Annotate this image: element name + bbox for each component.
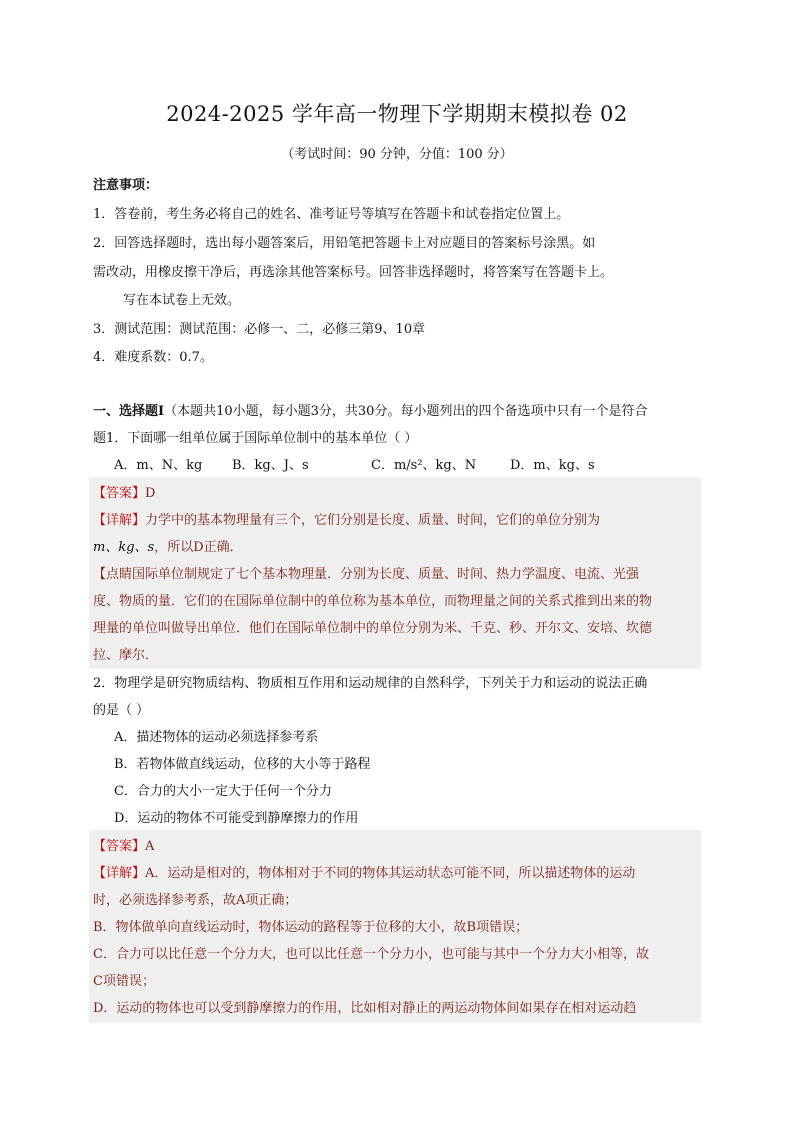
note-3: 3．测试范围：测试范围：必修一、二，必修三第9、10章: [93, 322, 426, 337]
detail-tag: 【详解】: [93, 513, 146, 528]
q2-detail-b: 时，必须选择参考系，故A项正确；: [93, 893, 298, 908]
q1-option-b: B．kg、J、s: [232, 458, 309, 473]
note-2c: 写在本试卷上无效。: [123, 293, 241, 308]
exam-info: （考试时间：90 分钟，分值：100 分）: [281, 147, 513, 162]
note-2b: 需改动，用橡皮擦干净后，再选涂其他答案标号。回答非选择题时，将答案写在答题卡上。: [93, 265, 614, 280]
q2-detail: [93, 862, 635, 881]
section-title: 一、选择题Ⅰ: [93, 404, 165, 419]
answer-value: D: [145, 486, 156, 501]
detail-text: A．运动是相对的，物体相对于不同的物体其运动状态可能不同，所以描述物体的运动: [145, 866, 636, 881]
q2-option-b: B．若物体做直线运动，位移的大小等于路程: [114, 757, 371, 772]
notes-heading: 注意事项：: [93, 178, 159, 193]
detail-conclusion: ，所以D正确．: [154, 540, 243, 555]
q1-point-a: 【点睛国际单位制规定了七个基本物理量．分别为长度、质量、时间、热力学温度、电流、光强: [93, 567, 640, 582]
q1-option-a: A．m、N、kg: [114, 458, 203, 473]
q2-detail-c: B．物体做单向直线运动时，物体运动的路程等于位移的大小，故B项错误；: [93, 920, 529, 935]
q1-point-b: 度、物质的量．它们的在国际单位制中的单位称为基本单位，而物理量之间的关系式推到出来的物: [93, 594, 653, 609]
q1-point-c: 理量的单位叫做导出单位．他们在国际单位制中的单位分别为米、千克、秒、开尔文、安培、坎德: [93, 621, 653, 636]
units-text: m、kg、s: [93, 540, 155, 555]
q2-detail-f: D．运动的物体也可以受到静摩擦力的作用，比如相对静止的两运动物体间如果存在相对运动趋: [93, 1001, 637, 1016]
detail-tag: 【详解】: [93, 866, 146, 881]
q1-detail-units: [93, 536, 243, 555]
q1-detail: [93, 509, 600, 528]
answer-tag: 【答案】: [93, 839, 146, 854]
question-1: 题1．下面哪一组单位属于国际单位制中的基本单位（ ）: [93, 431, 418, 446]
answer-tag: 【答案】: [93, 486, 146, 501]
question-2b: 的是（ ）: [93, 703, 150, 718]
q2-option-d: D．运动的物体不可能受到静摩擦力的作用: [114, 811, 359, 826]
question-2a: 2．物理学是研究物质结构、物质相互作用和运动规律的自然科学，下列关于力和运动的说法正确: [93, 676, 648, 691]
q1-answer: [93, 482, 155, 501]
q2-detail-d: C．合力可以比任意一个分力大，也可以比任意一个分力小，也可能与其中一个分力大小相等，故: [93, 947, 649, 962]
page-title: 2024-2025 学年高一物理下学期期末模拟卷 02: [166, 102, 628, 126]
q2-option-a: A．描述物体的运动必须选择参考系: [114, 730, 319, 745]
q1-point-d: 拉、摩尔．: [93, 648, 159, 663]
q2-detail-e: C项错误；: [93, 974, 155, 989]
section-heading: [93, 400, 647, 419]
note-1: 1．答卷前，考生务必将自己的姓名、准考证号等填写在答题卡和试卷指定位置上。: [93, 207, 570, 222]
section-instructions: （本题共10小题，每小题3分，共30分。每小题列出的四个备选项中只有一个是符合: [164, 404, 648, 419]
answer-value: A: [145, 839, 155, 854]
q2-answer: [93, 835, 154, 854]
detail-text: 力学中的基本物理量有三个，它们分别是长度、质量、时间，它们的单位分别为: [145, 513, 601, 528]
q1-option-d: D．m、kg、s: [510, 458, 595, 473]
q1-option-c: C．m/s²、kg、N: [371, 458, 477, 473]
q2-option-c: C．合力的大小一定大于任何一个分力: [114, 784, 332, 799]
note-4: 4．难度系数：0.7。: [93, 350, 213, 365]
note-2a: 2．回答选择题时，选出每小题答案后，用铅笔把答题卡上对应题目的答案标号涂黑。如: [93, 236, 596, 251]
